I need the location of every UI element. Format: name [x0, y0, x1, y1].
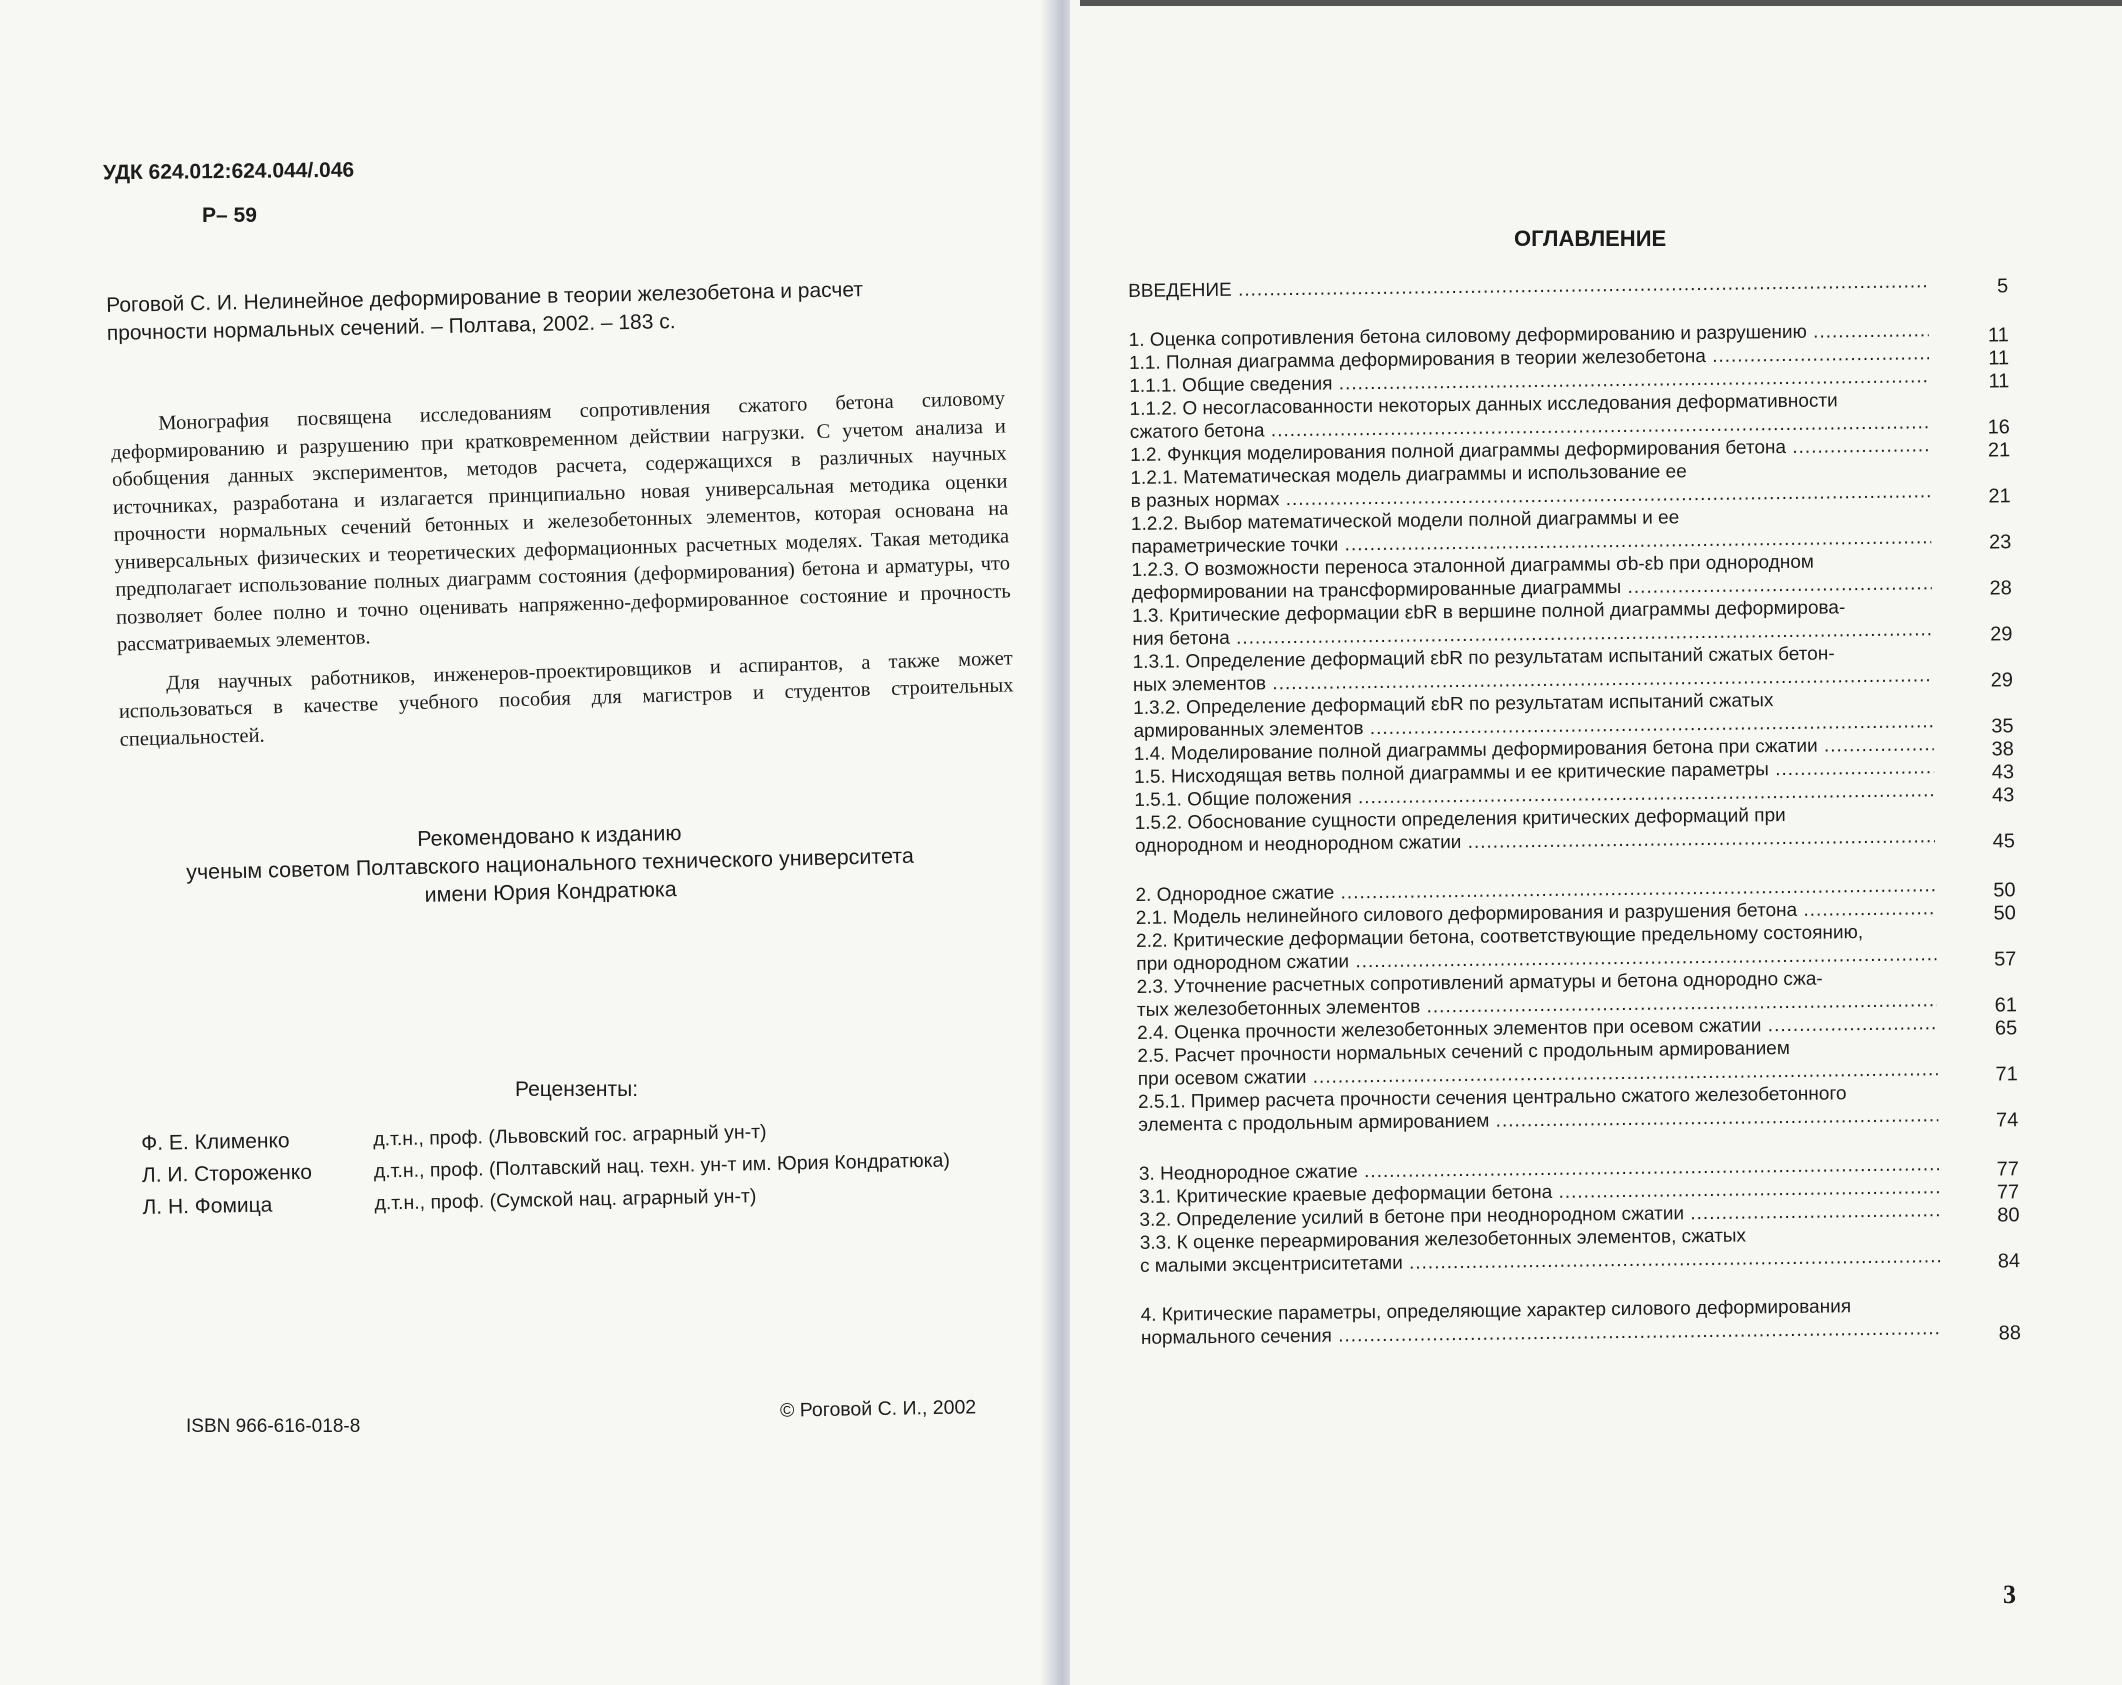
recommendation-line: имени Юрия Кондратюка: [424, 877, 677, 907]
annotation-paragraph: Монография посвящена исследованиям сопротивления сжатого бетона силовому деформированию и разрушению при кратковременном действии нагрузки. С учетом анализа и обобщения данных экспериментов, методов расчета, содержащихся в различных научных источниках, разработана и излагается принципиально новая универсальная методика оценки прочности нормальных сечений бетонных и железобетонных элементов, которая основана на универсальных физических и теоретических деформационных расчетных моделях. Такая методика предполагает использование полных диаграмм состояния (деформирования) бетона и арматуры, что позволяет более полно и точно оценивать напряженно-деформированное состояние и прочность рассматриваемых элементов.: [110, 387, 1012, 656]
toc-entry-title: 1.2.3. О возможности переноса эталонной диаграммы σb-εb при однородном: [1131, 551, 1815, 581]
toc-page-number: 11: [1988, 370, 2010, 393]
toc-page-number: 29: [1990, 669, 2014, 692]
author-mark: Р– 59: [202, 204, 257, 227]
toc-entry-title: в разных нормах .....: [1131, 480, 1931, 513]
toc-entry-title: 3.2. Определение усилий в бетоне при неоднородном сжатии .....: [1139, 1199, 1939, 1232]
reviewer-name: Л. И. Стороженко: [141, 1160, 313, 1187]
toc-entry-title: 1.4. Моделирование полной диаграммы деформирования бетона при сжатии .....: [1134, 733, 1934, 766]
toc-entry-title: 2.1. Модель нелинейного силового деформирования и разрушения бетона .....: [1136, 897, 1936, 930]
toc-page-number: 21: [1988, 485, 2011, 508]
toc-page-number: 77: [1996, 1181, 2020, 1204]
page-number: 3: [2003, 1580, 2016, 1609]
toc-entry-title: 1.5.2. Обоснование сущности определения критических деформаций при: [1134, 805, 1786, 834]
toc-entry-title: 3.3. К оценке переармирования железобетонных элементов, сжатых: [1139, 1225, 1747, 1254]
toc-entry-title: сжатого бетона .....: [1130, 411, 1930, 444]
recommendation: [149, 813, 951, 915]
toc-entry-title: армированных элементов .....: [1133, 710, 1933, 743]
page-top-edge: [1080, 0, 2122, 6]
toc-entry-title: с малыми эксцентриситетами .....: [1140, 1245, 1940, 1278]
toc-page-number: 11: [1987, 324, 2009, 347]
toc-page-number: 50: [1993, 879, 2016, 902]
toc-entry-title: 2. Однородное сжатие .....: [1135, 874, 1935, 907]
bibliographic-entry: Роговой С. И. Нелинейное деформирование в теории железобетона и расчет прочности нормальных сечений. – Полтава, 2002. – 183 с.: [106, 278, 864, 345]
toc-entry-title: ных элементов .....: [1133, 664, 1933, 697]
toc-entry-title: 2.3. Уточнение расчетных сопротивлений арматуры и бетона однородно сжа-: [1136, 968, 1823, 998]
toc-page-number: 11: [1988, 347, 2010, 370]
recommendation-line: ученым советом Полтавского национального технического университета: [185, 843, 915, 885]
toc-page-number: 57: [1993, 948, 2017, 971]
table-of-contents: [1128, 269, 2021, 1350]
toc-entry-title: 2.5. Расчет прочности нормальных сечений с продольным армированием: [1137, 1037, 1791, 1067]
toc-entry-title: элемента с продольным армированием .....: [1138, 1104, 1938, 1137]
toc-page-number: 23: [1988, 531, 2012, 554]
reviewer-credentials: д.т.н., проф. (Львовский гос. аграрный ун-т): [373, 1120, 767, 1151]
toc-entry-title: 1.5.1. Общие положения .....: [1134, 779, 1934, 812]
toc-page-number: 50: [1993, 902, 2016, 925]
toc-page-number: 21: [1987, 439, 2011, 462]
toc-page-number: 80: [1997, 1204, 2020, 1227]
udk-code: УДК 624.012:624.044/.046: [102, 158, 355, 185]
toc-entry-title: 1.2.2. Выбор математической модели полной диаграммы и ее: [1130, 507, 1680, 535]
toc-entry-title: ния бетона .....: [1132, 618, 1932, 651]
toc-page-number: 29: [1990, 623, 2013, 646]
toc-entry-title: нормального сечения .....: [1141, 1317, 1941, 1350]
toc-entry-title: 1.3.1. Определение деформаций εbR по результатам испытаний сжатых бетон-: [1132, 643, 1835, 673]
toc-page-number: 74: [1995, 1109, 2019, 1132]
toc-page-number: 16: [1987, 416, 2010, 439]
copyright: © Роговой С. И., 2002: [779, 1396, 977, 1422]
reviewer-name: Ф. Е. Клименко: [141, 1129, 290, 1155]
toc-page-number: 71: [1995, 1063, 2018, 1086]
reviewer-credentials: д.т.н., проф. (Полтавский нац. техн. ун-т им. Юрия Кондратюка): [373, 1149, 951, 1183]
toc-page-number: 43: [1991, 761, 2015, 784]
toc-page-number: 43: [1991, 784, 2015, 807]
toc-entry-title: 1.3. Критические деформации εbR в вершине полной диаграммы деформирова-: [1131, 597, 1846, 627]
toc-entry-title: 1.1.2. О несогласованности некоторых данных исследования деформативности: [1129, 390, 1838, 420]
left-page: [0, 0, 1058, 1685]
toc-entry-title: параметрические точки .....: [1131, 526, 1931, 559]
toc-page-number: 45: [1992, 830, 2016, 853]
toc-entry-title: 1.3.2. Определение деформаций εbR по результатам испытаний сжатых: [1133, 690, 1774, 719]
toc-entry-title: 2.4. Оценка прочности железобетонных элементов при осевом сжатии .....: [1137, 1012, 1937, 1045]
toc-page-number: 38: [1991, 738, 2014, 761]
reviewers-list: [141, 1111, 1043, 1224]
toc-page-number: 88: [1998, 1322, 2022, 1345]
toc-entry-title: 2.2. Критические деформации бетона, соответствующие предельному состоянию,: [1135, 922, 1864, 952]
toc-entry-title: 2.5.1. Пример расчета прочности сечения центрально сжатого железобетонного: [1137, 1083, 1847, 1113]
toc-page-number: 28: [1989, 577, 2012, 600]
toc-entry-title: 4. Критические параметры, определяющие характер силового деформирования: [1140, 1296, 1852, 1326]
toc-entry-title: 1.5. Нисходящая ветвь полной диаграммы и ее критические параметры .....: [1134, 756, 1934, 789]
reviewers-heading: Рецензенты:: [515, 1078, 639, 1101]
toc-entry-title: ВВЕДЕНИЕ .....: [1128, 270, 1928, 303]
toc-entry-title: однородном и неоднородном сжатии .....: [1135, 825, 1935, 858]
toc-page-number: 77: [1996, 1158, 2020, 1181]
annotation-paragraph: Для научных работников, инженеров-проектировщиков и аспирантов, а также может использоваться в качестве учебного пособия для магистров и студентов строительных специальностей.: [118, 646, 1014, 751]
reviewer-name: Л. Н. Фомица: [142, 1193, 273, 1219]
toc-entry-title: при осевом сжатии .....: [1138, 1058, 1938, 1091]
toc-entry-title: тых железобетонных элементов .....: [1137, 989, 1937, 1022]
toc-entry-title: 1.1. Полная диаграмма деформирования в теории железобетона .....: [1129, 342, 1929, 375]
toc-page-number: 61: [1994, 994, 2018, 1017]
toc-entry-title: 1. Оценка сопротивления бетона силовому деформированию и разрушению .....: [1129, 319, 1929, 352]
reviewer-credentials: д.т.н., проф. (Сумской нац. аграрный ун-т): [374, 1185, 757, 1215]
toc-page-number: 35: [1991, 715, 2014, 738]
toc-entry-title: 1.2.1. Математическая модель диаграммы и использование ее: [1130, 461, 1687, 489]
annotation: [110, 385, 1015, 753]
toc-page-number: 65: [1994, 1017, 2018, 1040]
isbn: ISBN 966-616-018-8: [186, 1416, 361, 1437]
toc-entry-title: 3.1. Критические краевые деформации бетона .....: [1139, 1176, 1939, 1209]
toc-entry-title: при однородном сжатии .....: [1136, 943, 1936, 976]
toc-heading: ОГЛАВЛЕНИЕ: [1514, 226, 1667, 251]
toc-entry-title: деформировании на трансформированные диаграммы .....: [1132, 572, 1932, 605]
recommendation-line: Рекомендовано к изданию: [416, 821, 682, 852]
toc-entry-title: 1.1.1. Общие сведения .....: [1129, 365, 1929, 398]
toc-page-number: 84: [1997, 1250, 2021, 1273]
toc-entry-title: 3. Неоднородное сжатие .....: [1139, 1153, 1939, 1186]
toc-entry-title: 1.2. Функция моделирования полной диаграммы деформирования бетона .....: [1130, 434, 1930, 467]
toc-page-number: 5: [1996, 275, 2009, 298]
